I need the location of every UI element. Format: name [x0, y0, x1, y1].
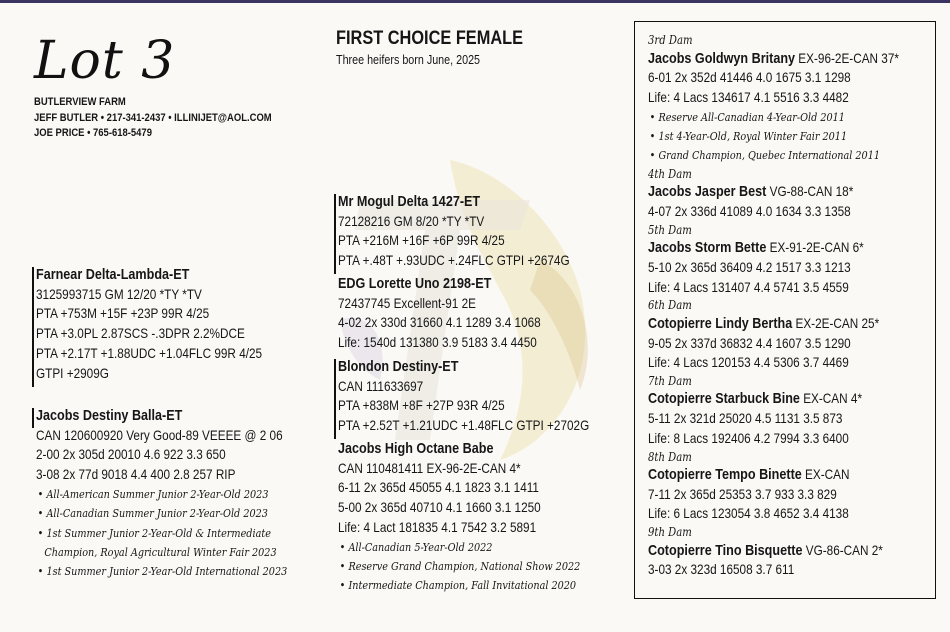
dam-award: • 1st Summer Junior 2-Year-Old International 2023: [37, 564, 288, 579]
dam-generation-label: 4th Dam: [648, 166, 692, 181]
family-dam-award: • 1st 4-Year-Old, Royal Winter Fair 2011: [649, 129, 848, 144]
ggdam-line: CAN 110481411 EX-96-2E-CAN 4*: [338, 459, 521, 476]
dam-award: • 1st Summer Junior 2-Year-Old & Intermediate: [37, 525, 271, 540]
mgs-line: 72128216 GM 8/20 *TY *TV: [338, 212, 485, 229]
sire-bracket: [32, 267, 34, 387]
family-dam-header: Cotopierre Tino Bisquette VG-86-CAN 2*: [648, 541, 883, 559]
dam-bracket: [32, 408, 34, 428]
family-dam-line: 5-11 2x 321d 25020 4.5 1131 3.5 873: [648, 410, 843, 427]
contact-joe: JOE PRICE • 765-618-5479: [34, 127, 152, 139]
ggdam-award: • All-Canadian 5-Year-Old 2022: [339, 539, 493, 554]
dam-line: 2-00 2x 305d 20010 4.6 922 3.3 650: [36, 446, 226, 463]
mggs-line: CAN 111633697: [338, 377, 424, 394]
sire-line: GTPI +2909G: [36, 364, 109, 381]
dam-line: CAN 120600920 Very Good-89 VEEEE @ 2 06: [36, 426, 283, 443]
ggdam-name: Jacobs High Octane Babe: [338, 440, 494, 457]
family-dam-line: Life: 8 Lacs 192406 4.2 7994 3.3 6400: [648, 429, 849, 446]
lot-number-logo: Lot 3: [34, 31, 176, 91]
granddam-block: [338, 274, 541, 353]
mgs-line: PTA +216M +16F +6P 99R 4/25: [338, 232, 505, 249]
dam-block: [36, 406, 287, 582]
mgs-name: Mr Mogul Delta 1427-ET: [338, 193, 481, 210]
ggdam-award: • Intermediate Champion, Fall Invitational 2020: [339, 578, 577, 593]
sire-line: PTA +753M +15F +23P 99R 4/25: [36, 305, 210, 322]
farm-contact: [34, 95, 272, 142]
family-dam-line: 5-10 2x 365d 36409 4.2 1517 3.3 1213: [648, 258, 851, 275]
dam-award: • All-Canadian Summer Junior 2-Year-Old 2023: [37, 506, 268, 521]
mggs-line: PTA +2.52T +1.21UDC +1.48FLC GTPI +2702G: [338, 417, 590, 434]
dam-generation-label: 5th Dam: [648, 222, 692, 237]
mgs-line: PTA +.48T +.93UDC +.24FLC GTPI +2674G: [338, 252, 570, 269]
offering-subtitle: Three heifers born June, 2025: [336, 53, 481, 67]
family-dam-line: 6-01 2x 352d 41446 4.0 1675 3.1 1298: [648, 69, 851, 86]
dam-generation-label: 7th Dam: [648, 373, 692, 388]
dam-award: • All-American Summer Junior 2-Year-Old 2023: [37, 486, 269, 501]
dam-line: 3-08 2x 77d 9018 4.4 400 2.8 257 RIP: [36, 466, 236, 483]
dam-generation-label: 6th Dam: [648, 298, 692, 313]
family-dam-award: • Reserve All-Canadian 4-Year-Old 2011: [649, 109, 845, 124]
ggdam-line: 5-00 2x 365d 40710 4.1 1660 3.1 1250: [338, 499, 541, 516]
mgs-bracket: [334, 194, 336, 274]
ggdam-block: [338, 439, 580, 596]
dam-generation-label: 9th Dam: [648, 525, 692, 540]
farm-name: BUTLERVIEW FARM: [34, 96, 126, 108]
family-dam-award: • Grand Champion, Quebec International 2011: [649, 148, 881, 163]
dam-name: Jacobs Destiny Balla-ET: [36, 407, 183, 424]
family-dam-header: Cotopierre Starbuck Bine EX-CAN 4*: [648, 390, 863, 408]
offering-title: FIRST CHOICE FEMALE: [336, 28, 524, 49]
family-dam-header: Cotopierre Lindy Bertha EX-2E-CAN 25*: [648, 314, 880, 332]
family-dam-line: Life: 4 Lacs 120153 4.4 5306 3.7 4469: [648, 354, 849, 371]
granddam-line: Life: 1540d 131380 3.9 5183 3.4 4450: [338, 334, 537, 351]
family-dam-line: 9-05 2x 337d 36832 4.4 1607 3.5 1290: [648, 334, 851, 351]
sire-line: 3125993715 GM 12/20 *TY *TV: [36, 285, 202, 302]
granddam-line: 72437745 Excellent-91 2E: [338, 294, 476, 311]
contact-jeff: JEFF BUTLER • 217-341-2437 • ILLINIJET@AOL.COM: [34, 111, 272, 124]
sire-line: PTA +2.17T +1.88UDC +1.04FLC 99R 4/25: [36, 344, 263, 361]
family-dam-line: 4-07 2x 336d 41089 4.0 1634 3.3 1358: [648, 203, 851, 220]
family-dam-line: 7-11 2x 365d 25353 3.7 933 3.3 829: [648, 485, 837, 502]
sire-line: PTA +3.0PL 2.87SCS -.3DPR 2.2%DCE: [36, 325, 245, 342]
dam-award-cont: Champion, Royal Agricultural Winter Fair 2023: [44, 545, 277, 560]
family-dam-header: Jacobs Goldwyn Britany EX-96-2E-CAN 37*: [648, 49, 899, 67]
family-dam-line: 3-03 2x 323d 16508 3.7 611: [648, 561, 795, 578]
dam-generation-label: 8th Dam: [648, 449, 692, 464]
ggdam-line: 6-11 2x 365d 45055 4.1 1823 3.1 1411: [338, 479, 539, 496]
family-dam-header: Cotopierre Tempo Binette EX-CAN: [648, 466, 850, 484]
top-border: [0, 0, 950, 3]
family-dam-header: Jacobs Jasper Best VG-88-CAN 18*: [648, 183, 854, 201]
mggs-name: Blondon Destiny-ET: [338, 358, 459, 375]
sire-block: [36, 265, 262, 383]
sire-name: Farnear Delta-Lambda-ET: [36, 266, 190, 283]
mgs-block: [338, 192, 570, 271]
granddam-line: 4-02 2x 330d 31660 4.1 1289 3.4 1068: [338, 314, 541, 331]
ggdam-award: • Reserve Grand Champion, National Show 2022: [339, 558, 581, 573]
family-dam-line: Life: 4 Lacs 134617 4.1 5516 3.3 4482: [648, 88, 849, 105]
dam-generation-label: 3rd Dam: [648, 33, 693, 47]
mggs-line: PTA +838M +8F +27P 93R 4/25: [338, 397, 505, 414]
mggs-block: [338, 357, 589, 436]
family-dam-line: Life: 6 Lacs 123054 3.8 4652 3.4 4138: [648, 505, 849, 522]
family-dam-line: Life: 4 Lacs 131407 4.4 5741 3.5 4559: [648, 278, 849, 295]
ggdam-line: Life: 4 Lact 181835 4.1 7542 3.2 5891: [338, 518, 537, 535]
granddam-name: EDG Lorette Uno 2198-ET: [338, 275, 492, 292]
maternal-family-list: [648, 32, 899, 580]
family-dam-header: Jacobs Storm Bette EX-91-2E-CAN 6*: [648, 239, 864, 257]
mggs-bracket: [334, 359, 336, 439]
